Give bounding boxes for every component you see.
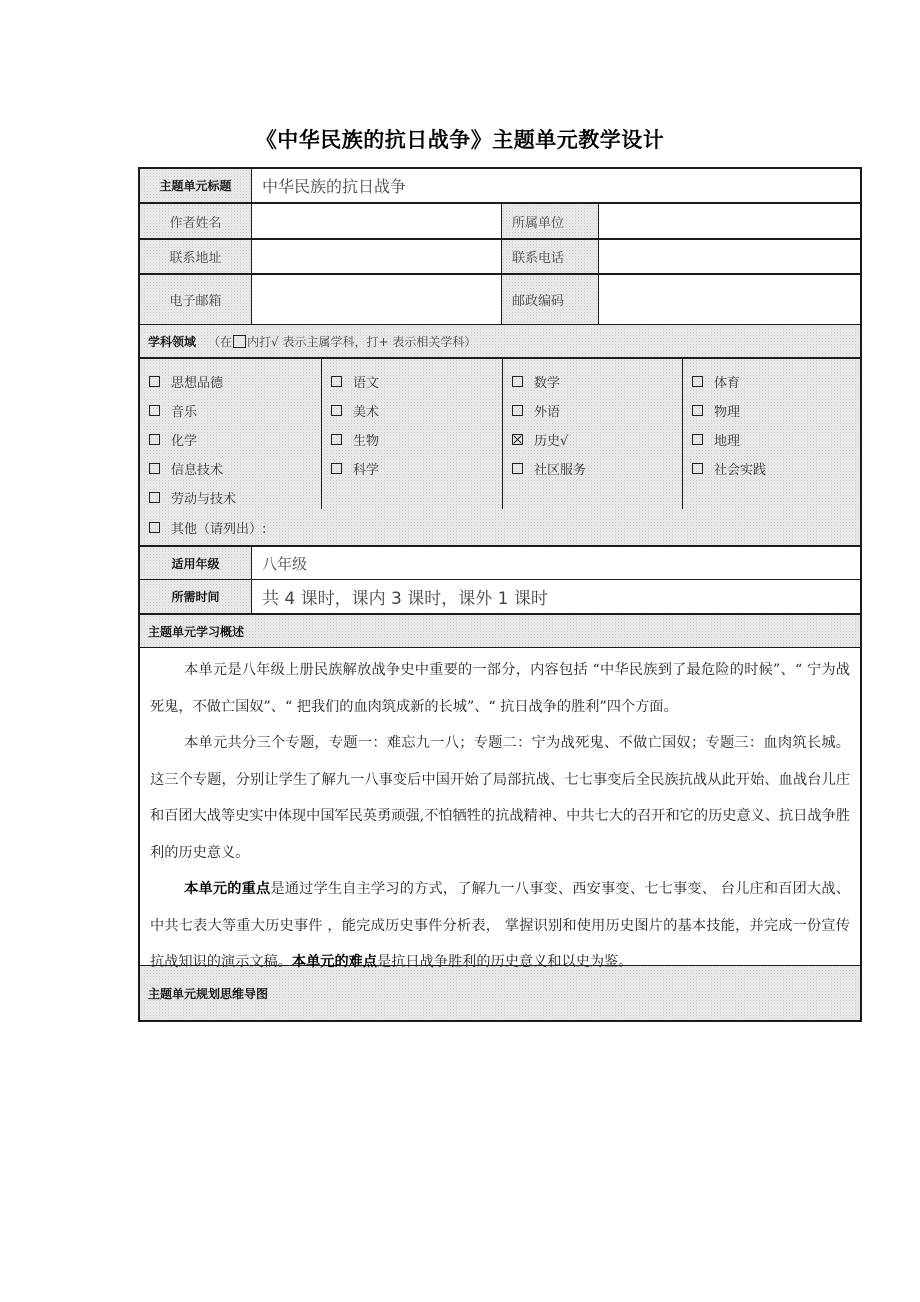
subject-label: 地理 — [714, 434, 741, 449]
unit-title-row — [140, 169, 860, 204]
organization-field[interactable] — [598, 204, 860, 238]
subject-label: 美术 — [353, 405, 380, 420]
checkbox-icon[interactable] — [692, 463, 703, 474]
subject-item-chinese[interactable] — [331, 367, 502, 396]
checkbox-icon[interactable] — [331, 376, 342, 387]
author-field[interactable] — [251, 204, 501, 238]
lesson-design-table — [138, 167, 862, 1022]
subject-area-note — [208, 333, 476, 350]
overview-label: 主题单元学习概述 — [148, 624, 245, 639]
checkbox-icon[interactable] — [512, 405, 523, 416]
checkbox-icon[interactable] — [512, 463, 523, 474]
checkbox-icon[interactable] — [331, 463, 342, 474]
subject-item-community-service[interactable] — [512, 454, 682, 483]
subject-item-it[interactable] — [149, 454, 321, 483]
grade-row — [140, 547, 860, 580]
checkbox-icon[interactable] — [692, 434, 703, 445]
email-row — [140, 275, 860, 325]
subject-item-math[interactable] — [512, 367, 682, 396]
subject-item-foreign-language[interactable] — [512, 396, 682, 425]
subject-column-3 — [502, 359, 682, 509]
subject-label: 生物 — [353, 434, 380, 449]
organization-label: 所属单位 — [501, 204, 598, 238]
duration-label: 所需时间 — [140, 580, 251, 613]
subject-label: 社区服务 — [534, 463, 587, 478]
duration-field[interactable]: 共 4 课时，课内 3 课时，课外 1 课时 — [251, 580, 860, 613]
subject-label: 历史√ — [534, 434, 569, 449]
subject-label: 信息技术 — [171, 463, 224, 478]
subject-area-note-prefix: （在 — [208, 334, 233, 349]
checkbox-icon[interactable] — [149, 492, 160, 503]
grade-label: 适用年级 — [140, 547, 251, 579]
difficulty-label: 本单元的难点 — [291, 954, 378, 970]
document-title: 《中华民族的抗日战争》主题单元教学设计 — [255, 128, 665, 152]
subject-item-physics[interactable] — [692, 396, 860, 425]
overview-header — [140, 615, 860, 648]
subject-label: 科学 — [353, 463, 380, 478]
checked-checkbox-icon[interactable] — [512, 434, 523, 445]
subject-item-geography[interactable] — [692, 425, 860, 454]
grade-field[interactable]: 八年级 — [251, 547, 860, 579]
checkbox-icon[interactable] — [331, 405, 342, 416]
author-label: 作者姓名 — [140, 204, 251, 238]
subject-label: 数学 — [534, 376, 561, 391]
subject-column-2 — [321, 359, 502, 509]
key-point-label: 本单元的重点 — [184, 881, 271, 897]
paragraph-text: 本单元是八年级上册民族解放战争史中重要的一部分，内容包括 “中华民族到了最危险的时候”、“ 宁为战死鬼，不做亡国奴”、“ 把我们的血肉筑成新的长城”、“ 抗日战争的胜利”四个方面。 — [150, 662, 850, 715]
subject-item-science[interactable] — [331, 454, 502, 483]
postcode-field[interactable] — [598, 275, 860, 324]
duration-row — [140, 580, 860, 615]
phone-label: 联系电话 — [501, 240, 598, 273]
unit-title-field[interactable]: 中华民族的抗日战争 — [251, 169, 860, 202]
overview-paragraph-3 — [150, 871, 850, 981]
subject-area-header — [140, 325, 860, 359]
subject-area-note-suffix: 内打√ 表示主属学科，打+ 表示相关学科） — [247, 334, 477, 349]
address-field[interactable] — [251, 240, 501, 273]
subject-label: 社会实践 — [714, 463, 767, 478]
subject-item-morality[interactable] — [149, 367, 321, 396]
checkbox-legend-icon — [233, 335, 246, 348]
subject-item-biology[interactable] — [331, 425, 502, 454]
subject-item-art[interactable] — [331, 396, 502, 425]
subject-area-label: 学科领域 — [148, 334, 197, 349]
subject-label: 化学 — [171, 434, 198, 449]
subject-label: 语文 — [353, 376, 380, 391]
unit-title-label: 主题单元标题 — [140, 169, 251, 202]
checkbox-icon[interactable] — [149, 434, 160, 445]
subject-item-social-practice[interactable] — [692, 454, 860, 483]
subject-label: 其他（请列出）: — [171, 521, 267, 537]
subject-item-chemistry[interactable] — [149, 425, 321, 454]
checkbox-icon[interactable] — [331, 434, 342, 445]
subject-label: 体育 — [714, 376, 741, 391]
subject-column-1 — [140, 359, 321, 509]
address-row — [140, 240, 860, 275]
email-field[interactable] — [251, 275, 501, 324]
checkbox-icon[interactable] — [512, 376, 523, 387]
email-label: 电子邮箱 — [140, 275, 251, 324]
subject-label: 思想品德 — [171, 376, 224, 391]
subject-item-labor[interactable] — [149, 483, 321, 512]
subject-column-4 — [682, 359, 860, 509]
checkbox-icon[interactable] — [149, 522, 160, 533]
paragraph-text: 是通过学生自主学习的方式，了解九一八事变、西安事变、七七事变、 台儿庄和百团大战、中共七表大等重大历史事件 ，能完成历史事件分析表， 掌握识别和使用历史图片的基本技能，并完成一份宣传抗战知识的演示文稿。 — [150, 881, 850, 970]
checkbox-icon[interactable] — [692, 376, 703, 387]
subject-label: 劳动与技术 — [171, 492, 237, 507]
checkbox-icon[interactable] — [692, 405, 703, 416]
subject-label: 物理 — [714, 405, 741, 420]
overview-body[interactable] — [140, 648, 860, 970]
phone-field[interactable] — [598, 240, 860, 273]
paragraph-text: 本单元共分三个专题，专题一：难忘九一八；专题二：宁为战死鬼、不做亡国奴；专题三：血肉筑长城。这三个专题，分别让学生了解九一八事变后中国开始了局部抗战、七七事变后全民族抗战从此开始、血战台儿庄和百团大战等史实中体现中国军民英勇顽强,不怕牺牲的抗战精神、中共七大的召开和它的历史意义、抗日战争胜利的历史意义。 — [150, 735, 850, 861]
overview-paragraph-1 — [150, 652, 850, 725]
mindmap-label: 主题单元规划思维导图 — [148, 986, 269, 1001]
subject-label: 外语 — [534, 405, 561, 420]
subject-columns — [140, 359, 860, 509]
author-row — [140, 204, 860, 240]
checkbox-icon[interactable] — [149, 376, 160, 387]
subject-item-other[interactable] — [140, 509, 860, 545]
address-label: 联系地址 — [140, 240, 251, 273]
subject-label: 音乐 — [171, 405, 198, 420]
subject-item-history[interactable] — [512, 425, 682, 454]
paragraph-text: 是抗日战争胜利的历史意义和以史为鉴。 — [377, 954, 633, 970]
postcode-label: 邮政编码 — [501, 275, 598, 324]
checkbox-icon[interactable] — [149, 463, 160, 474]
subject-item-pe[interactable] — [692, 367, 860, 396]
overview-paragraph-2 — [150, 725, 850, 871]
subject-area-body — [140, 359, 860, 547]
subject-item-music[interactable] — [149, 396, 321, 425]
checkbox-icon[interactable] — [149, 405, 160, 416]
